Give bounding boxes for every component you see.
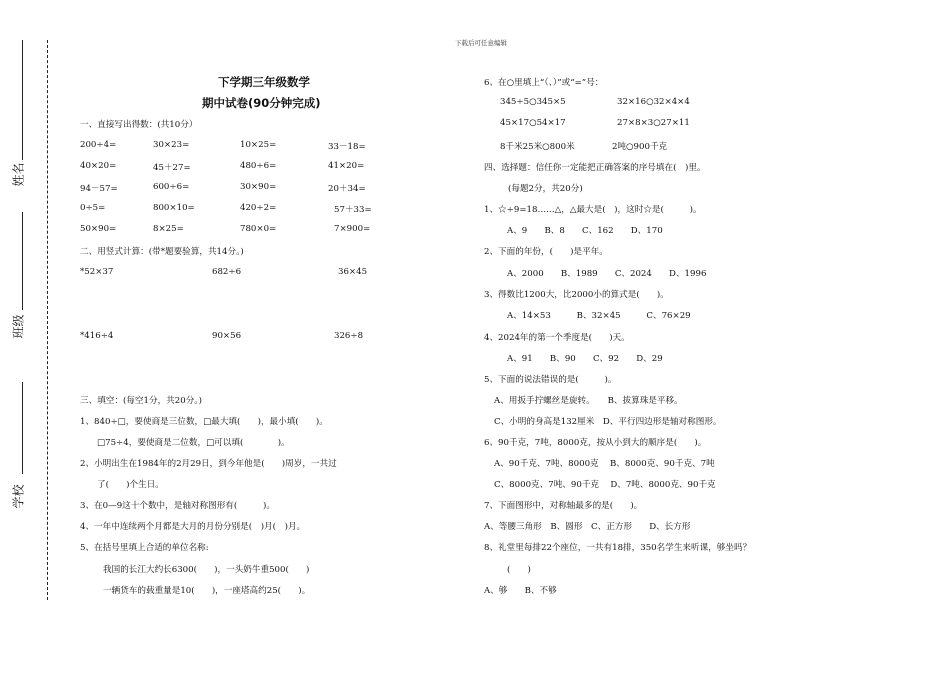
calc-item: 45＋27=: [153, 163, 191, 173]
name-rule: [22, 40, 23, 160]
choice-options: A、90千克、7吨、8000克 B、8000克、90千克、7吨: [494, 459, 715, 469]
fill-blank-line: 5、在括号里填上合适的单位名称:: [80, 543, 209, 553]
calc-item: 600÷6=: [153, 182, 190, 192]
calc-item: 0÷5=: [80, 203, 106, 213]
calc-item: 420÷2=: [240, 203, 277, 213]
vertical-calc-item: 326÷8: [334, 331, 364, 341]
fill-blank-line: 一辆货车的载重量是10( )，一座塔高约25( )。: [103, 586, 311, 596]
calc-item: 30×23=: [153, 140, 190, 150]
compare-item: 8千米25米○800米: [500, 142, 575, 152]
calc-item: 480÷6=: [240, 161, 277, 171]
calc-item: 94－57=: [80, 184, 118, 194]
choice-options: A、等腰三角形 B、圆形 C、正方形 D、长方形: [484, 522, 691, 532]
class-rule: [22, 212, 23, 310]
choice-options: C、小明的身高是132厘米 D、平行四边形是轴对称图形。: [494, 417, 722, 427]
choice-options: A、用扳手拧螺丝是旋转。 B、拔算珠是平移。: [494, 396, 683, 406]
fill-blank-line: □75÷4，要使商是二位数，□可以填( )。: [97, 438, 290, 448]
vertical-calc-item: *416÷4: [80, 331, 114, 341]
choice-question: 7、下面图形中，对称轴最多的是( )。: [484, 501, 643, 511]
section2-heading: 二、用竖式计算：(带*题要验算，共14分。): [80, 247, 244, 257]
calc-item: 800×10=: [153, 203, 195, 213]
compare-item: 45×17○54×17: [500, 118, 566, 128]
calc-item: 41×20=: [328, 161, 365, 171]
header-note: 下载后可任意编辑: [455, 39, 507, 47]
compare-item: 32×16○32×4×4: [617, 97, 690, 107]
fill-blank-line: 3、在0—9这十个数中，是轴对称图形有( )。: [80, 501, 275, 511]
vertical-calc-item: 90×56: [212, 331, 242, 341]
choice-options: A、91 B、90 C、92 D、29: [507, 354, 663, 364]
exam-subtitle: 期中试卷(90分钟完成): [202, 96, 321, 110]
fill-blank-line: 1、840÷□，要使商是三位数，□最大填( )，最小填( )。: [80, 417, 328, 427]
choice-options: A、9 B、8 C、162 D、170: [507, 226, 663, 236]
vertical-calc-item: *52×37: [80, 267, 114, 277]
choice-question: 2、下面的年份，( )是平年。: [484, 247, 608, 257]
binding-dashed-line: [47, 40, 48, 600]
calc-item: 10×25=: [240, 140, 277, 150]
section1-heading: 一、直接写出得数：(共10分）: [80, 120, 198, 130]
choice-question: 1、☆÷9=18……△，△最大是( )，这时☆是( )。: [484, 205, 702, 215]
choice-options: C、8000克、7吨、90千克 D、7吨、8000克、90千克: [494, 480, 716, 490]
fill-blank-line: 4、一年中连续两个月都是大月的月份分别是( )月( )月。: [80, 522, 306, 532]
calc-item: 33－18=: [328, 142, 366, 152]
fill-blank-line: 了( )个生日。: [97, 480, 164, 490]
compare-item: 345÷5○345×5: [500, 97, 566, 107]
school-rule: [22, 382, 23, 474]
choice-options: A、够 B、不够: [484, 586, 557, 596]
section4-subheading: (每题2分，共20分): [508, 184, 583, 194]
vertical-calc-item: 682÷6: [212, 267, 242, 277]
school-label: 学校: [11, 484, 26, 509]
exam-title: 下学期三年级数学: [218, 75, 310, 89]
calc-item: 7×900=: [334, 224, 371, 234]
calc-item: 780×0=: [240, 224, 277, 234]
choice-question: 4、2024年的第一个季度是( )天。: [484, 333, 630, 343]
choice-options: A、14×53 B、32×45 C、76×29: [507, 311, 691, 321]
fill-blank-line: 我国的长江大约长6300( )，一头奶牛重500( ): [103, 565, 310, 575]
section4-heading: 四、选择题：信任你一定能把正确答案的序号填在( )里。: [484, 163, 706, 173]
fill-blank-line: 2、小明出生在1984年的2月29日，到今年他是( )周岁，一共过: [80, 459, 337, 469]
choice-question: 8、礼堂里每排22个座位，一共有18排，350名学生来听课，够坐吗？: [484, 543, 752, 553]
calc-item: 50×90=: [80, 224, 117, 234]
answer-blank: ( ): [507, 565, 531, 575]
choice-question: 6、90千克，7吨，8000克，按从小到大的顺序是( )。: [484, 438, 707, 448]
calc-item: 8×25=: [153, 224, 184, 234]
calc-item: 40×20=: [80, 161, 117, 171]
calc-item: 20＋34=: [328, 184, 366, 194]
calc-item: 30×90=: [240, 182, 277, 192]
choice-options: A、2000 B、1989 C、2024 D、1996: [507, 269, 707, 279]
choice-question: 5、下面的说法错误的是( )。: [484, 375, 617, 385]
compare-item: 27×8×3○27×11: [617, 118, 690, 128]
class-label: 班级: [11, 314, 26, 339]
choice-question: 3、得数比1200大，比2000小的算式是( )。: [484, 290, 669, 300]
calc-item: 200÷4=: [80, 140, 117, 150]
q6-heading: 6、在○里填上“（、）”或“=”号：: [484, 78, 604, 88]
compare-item: 2吨○900千克: [612, 142, 668, 152]
calc-item: 57＋33=: [334, 205, 372, 215]
vertical-calc-item: 36×45: [338, 267, 368, 277]
section3-heading: 三、填空：(每空1分，共20分。): [80, 396, 202, 406]
name-label: 姓名: [11, 162, 26, 187]
